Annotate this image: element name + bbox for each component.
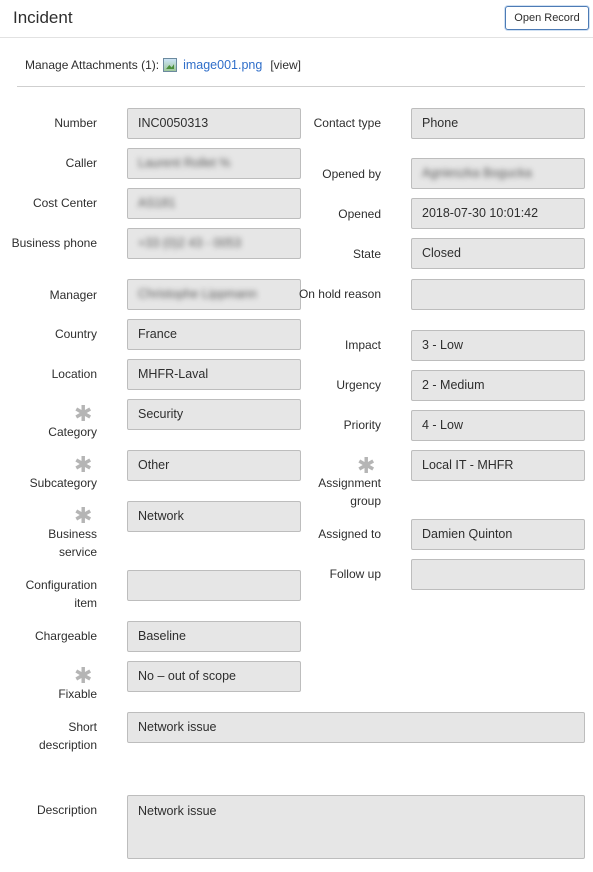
follow-up-label: Follow up	[329, 567, 381, 581]
priority-field[interactable]: 4 - Low	[411, 410, 585, 441]
cost-center-value: AS181	[138, 196, 176, 210]
opened-field[interactable]: 2018-07-30 10:01:42	[411, 198, 585, 229]
cost-center-label: Cost Center	[32, 196, 97, 210]
chargeable-label: Chargeable	[34, 629, 97, 643]
on-hold-reason-field[interactable]	[411, 279, 585, 310]
assignment-group-label: Assignment group	[318, 476, 381, 508]
description-label: Description	[36, 803, 97, 817]
location-label: Location	[51, 367, 97, 381]
configuration-item-field[interactable]	[127, 570, 301, 601]
on-hold-reason-label: On hold reason	[298, 287, 381, 301]
open-record-button[interactable]: Open Record	[505, 6, 589, 30]
manager-field[interactable]	[127, 279, 301, 310]
configuration-item-label: Configuration item	[25, 578, 97, 610]
number-label: Number	[54, 116, 97, 130]
manager-label: Manager	[49, 288, 97, 302]
cost-center-field[interactable]	[127, 188, 301, 219]
contact-type-field[interactable]: Phone	[411, 108, 585, 139]
short-description-field[interactable]: Network issue	[127, 712, 585, 743]
number-field[interactable]: INC0050313	[127, 108, 301, 139]
priority-label: Priority	[343, 418, 381, 432]
caller-field[interactable]	[127, 148, 301, 179]
impact-field[interactable]: 3 - Low	[411, 330, 585, 361]
business-phone-field[interactable]	[127, 228, 301, 259]
attachments-bar	[25, 58, 301, 72]
opened-label: Opened	[338, 207, 381, 221]
divider	[17, 86, 585, 87]
urgency-label: Urgency	[336, 378, 381, 392]
attachment-file-link[interactable]: image001.png	[183, 58, 263, 72]
subcategory-field[interactable]: Other	[127, 450, 301, 481]
contact-type-label: Contact type	[313, 116, 381, 130]
short-description-label: Short description	[38, 720, 97, 752]
image-file-icon	[163, 58, 177, 72]
chargeable-field[interactable]: Baseline	[127, 621, 301, 652]
caller-label: Caller	[65, 156, 97, 170]
caller-value: Laurent Rollet %	[138, 156, 231, 170]
fixable-label: Fixable	[58, 687, 97, 701]
category-label: Category	[48, 425, 97, 439]
state-label: State	[352, 247, 381, 261]
manage-attachments-link[interactable]: Manage Attachments (1):	[25, 58, 160, 72]
attachment-view-link[interactable]: [view]	[270, 58, 301, 72]
business-service-field[interactable]: Network	[127, 501, 301, 532]
subcategory-label: Subcategory	[29, 476, 97, 490]
state-field[interactable]: Closed	[411, 238, 585, 269]
business-service-label: Business service	[48, 527, 97, 559]
opened-by-value: Agnieszka Bogucka	[422, 166, 532, 180]
mandatory-asterisk-icon: ✱	[74, 452, 93, 477]
assigned-to-label: Assigned to	[318, 527, 381, 541]
country-field[interactable]: France	[127, 319, 301, 350]
urgency-field[interactable]: 2 - Medium	[411, 370, 585, 401]
mandatory-asterisk-icon: ✱	[74, 663, 93, 688]
impact-label: Impact	[344, 338, 381, 352]
fixable-field[interactable]: No – out of scope	[127, 661, 301, 692]
mandatory-asterisk-icon: ✱	[357, 453, 376, 478]
assignment-group-field[interactable]: Local IT - MHFR	[411, 450, 585, 481]
follow-up-field[interactable]	[411, 559, 585, 590]
category-field[interactable]: Security	[127, 399, 301, 430]
business-phone-label: Business phone	[11, 236, 97, 250]
manager-value: Christophe Lippmann	[138, 287, 257, 301]
country-label: Country	[54, 327, 97, 341]
business-phone-value: +33 (0)2 43 - 0053	[138, 236, 242, 250]
mandatory-asterisk-icon: ✱	[74, 503, 93, 528]
opened-by-label: Opened by	[322, 167, 381, 181]
page-title: Incident	[13, 8, 73, 27]
form-header	[0, 0, 593, 38]
assigned-to-field[interactable]: Damien Quinton	[411, 519, 585, 550]
location-field[interactable]: MHFR-Laval	[127, 359, 301, 390]
description-field[interactable]: Network issue	[127, 795, 585, 859]
mandatory-asterisk-icon: ✱	[74, 401, 93, 426]
opened-by-field[interactable]	[411, 158, 585, 189]
